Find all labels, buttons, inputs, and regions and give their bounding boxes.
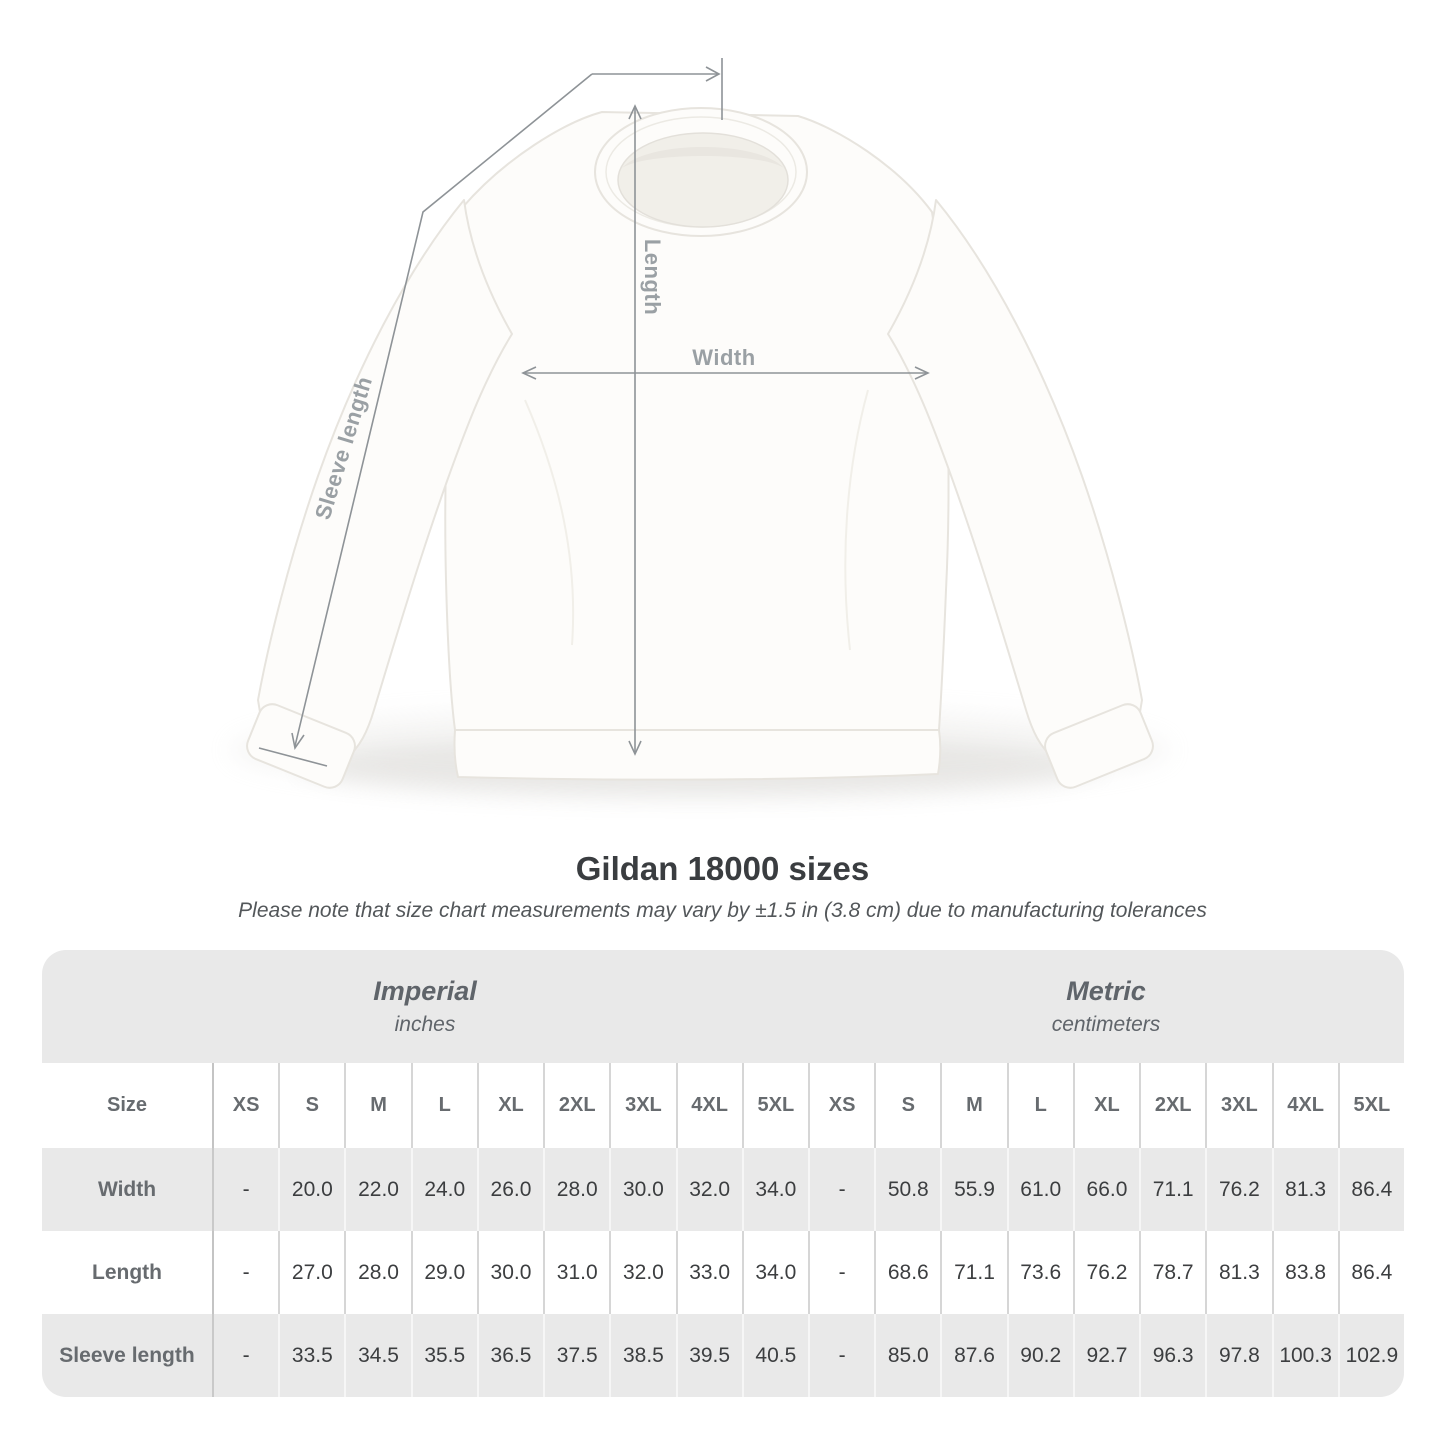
imperial-group-name: Imperial: [373, 976, 477, 1006]
table-cell: 29.0: [411, 1231, 477, 1314]
size-header: 3XL: [609, 1063, 675, 1148]
page-title: Gildan 18000 sizes: [575, 850, 870, 887]
unit-group-row: [42, 950, 1404, 1063]
table-cell: 71.1: [940, 1231, 1006, 1314]
size-header: L: [411, 1063, 477, 1148]
sweatshirt-illustration: [243, 108, 1157, 792]
table-cell: 38.5: [609, 1314, 675, 1397]
table-cell: 35.5: [411, 1314, 477, 1397]
table-cell: 81.3: [1272, 1148, 1338, 1231]
table-cell: 22.0: [344, 1148, 410, 1231]
table-cell: -: [808, 1231, 874, 1314]
size-header-row: [42, 1063, 1404, 1148]
metric-group-unit: centimeters: [1051, 1013, 1161, 1036]
sweatshirt-hem: [454, 730, 940, 780]
table-cell: -: [808, 1314, 874, 1397]
size-header: 5XL: [1338, 1063, 1404, 1148]
table-cell: 26.0: [477, 1148, 543, 1231]
table-cell: 97.8: [1205, 1314, 1271, 1397]
table-cell: 36.5: [477, 1314, 543, 1397]
table-cell: 76.2: [1073, 1231, 1139, 1314]
table-cell: 32.0: [609, 1231, 675, 1314]
size-header: XS: [212, 1063, 278, 1148]
table-cell: 37.5: [543, 1314, 609, 1397]
table-cell: 39.5: [676, 1314, 742, 1397]
table-cell: -: [212, 1231, 278, 1314]
size-header: 3XL: [1205, 1063, 1271, 1148]
size-header: 2XL: [1139, 1063, 1205, 1148]
table-cell: 32.0: [676, 1148, 742, 1231]
size-table-wrap: [42, 950, 1404, 1397]
metric-group-header: [808, 950, 1404, 1063]
tolerance-note: Please note that size chart measurements may vary by ±1.5 in (3.8 cm) due to manufacturing tolerances: [238, 899, 1207, 922]
table-cell: 96.3: [1139, 1314, 1205, 1397]
metric-group-name: Metric: [1066, 976, 1146, 1006]
table-cell: 83.8: [1272, 1231, 1338, 1314]
size-header: S: [278, 1063, 344, 1148]
table-cell: 100.3: [1272, 1314, 1338, 1397]
table-cell: -: [212, 1148, 278, 1231]
table-cell: 61.0: [1007, 1148, 1073, 1231]
row-label: Width: [42, 1148, 212, 1231]
title-block: [0, 840, 1445, 924]
table-cell: -: [808, 1148, 874, 1231]
table-cell: 34.0: [742, 1148, 808, 1231]
table-cell: 66.0: [1073, 1148, 1139, 1231]
table-cell: -: [212, 1314, 278, 1397]
size-header: M: [940, 1063, 1006, 1148]
row-label: Length: [42, 1231, 212, 1314]
imperial-group-unit: inches: [394, 1013, 456, 1036]
table-cell: 85.0: [874, 1314, 940, 1397]
table-cell: 90.2: [1007, 1314, 1073, 1397]
size-header: L: [1007, 1063, 1073, 1148]
table-cell: 40.5: [742, 1314, 808, 1397]
size-header: S: [874, 1063, 940, 1148]
table-cell: 87.6: [940, 1314, 1006, 1397]
table-cell: 30.0: [609, 1148, 675, 1231]
table-cell: 27.0: [278, 1231, 344, 1314]
table-cell: 34.0: [742, 1231, 808, 1314]
size-header: XL: [1073, 1063, 1139, 1148]
table-cell: 55.9: [940, 1148, 1006, 1231]
size-header: 4XL: [1272, 1063, 1338, 1148]
size-header: 5XL: [742, 1063, 808, 1148]
size-header: 4XL: [676, 1063, 742, 1148]
table-cell: 33.0: [676, 1231, 742, 1314]
table-cell: 28.0: [344, 1231, 410, 1314]
table-cell: 71.1: [1139, 1148, 1205, 1231]
table-cell: 33.5: [278, 1314, 344, 1397]
table-cell: 86.4: [1338, 1148, 1404, 1231]
table-cell: 24.0: [411, 1148, 477, 1231]
table-cell: 34.5: [344, 1314, 410, 1397]
table-cell: 28.0: [543, 1148, 609, 1231]
size-table: [42, 950, 1404, 1397]
size-header: XL: [477, 1063, 543, 1148]
table-cell: 31.0: [543, 1231, 609, 1314]
table-cell: 50.8: [874, 1148, 940, 1231]
table-cell: 73.6: [1007, 1231, 1073, 1314]
table-cell: 102.9: [1338, 1314, 1404, 1397]
width-measurement-label: Width: [692, 345, 756, 370]
table-cell: 86.4: [1338, 1231, 1404, 1314]
table-row-width: [42, 1148, 1404, 1231]
table-cell: 78.7: [1139, 1231, 1205, 1314]
size-header: 2XL: [543, 1063, 609, 1148]
table-cell: 20.0: [278, 1148, 344, 1231]
size-header: M: [344, 1063, 410, 1148]
table-cell: 76.2: [1205, 1148, 1271, 1231]
table-row-length: [42, 1231, 1404, 1314]
table-cell: 30.0: [477, 1231, 543, 1314]
size-column-header: Size: [42, 1063, 212, 1148]
table-cell: 68.6: [874, 1231, 940, 1314]
size-header: XS: [808, 1063, 874, 1148]
length-measurement-label: Length: [640, 238, 665, 316]
table-cell: 81.3: [1205, 1231, 1271, 1314]
imperial-group-header: [42, 950, 808, 1063]
sleeve-length-measurement-label: Sleeve length: [309, 373, 378, 523]
row-label: Sleeve length: [42, 1314, 212, 1397]
table-row-sleeve-length: [42, 1314, 1404, 1397]
table-cell: 92.7: [1073, 1314, 1139, 1397]
